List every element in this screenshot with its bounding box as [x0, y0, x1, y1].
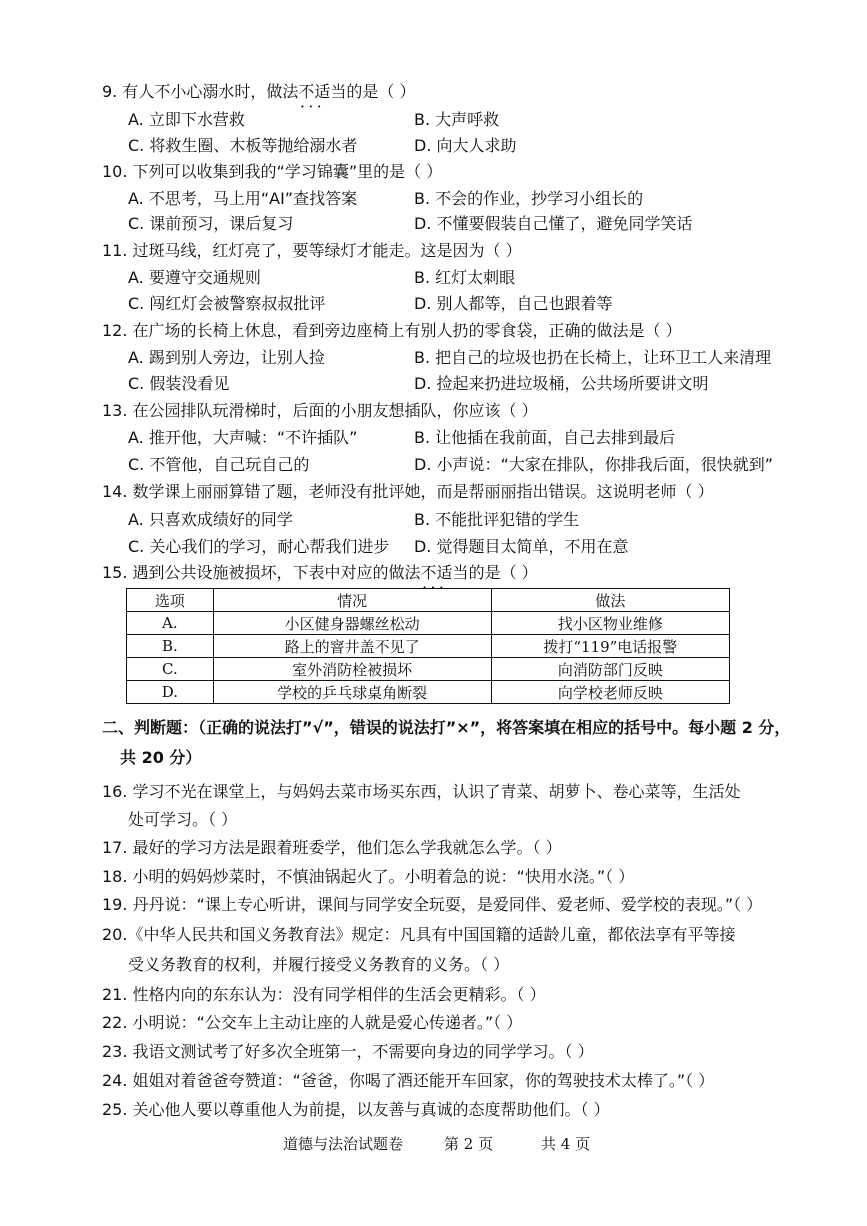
judgment-22: 22. 小明说：“公交车上主动让座的人就是爱心传递者。”（ ） [102, 1013, 523, 1032]
judgment-23: 23. 我语文测试考了好多次全班第一，不需要向身边的同学学习。（ ） [102, 1042, 594, 1061]
judgment-17: 17. 最好的学习方法是跟着班委学，他们怎么学我就怎么学。（ ） [102, 838, 562, 857]
option-b: B. 不会的作业，抄学习小组长的 [414, 189, 644, 208]
question-14-stem: 14. 数学课上丽丽算错了题，老师没有批评她，而是帮丽丽指出错误。这说明老师（ ） [102, 482, 714, 501]
table-cell: 向消防部门反映 [491, 658, 729, 681]
table-row [127, 681, 730, 704]
option-c: C. 将救生圈、木板等抛给溺水者 [128, 136, 358, 155]
judgment-19: 19. 丹丹说：“课上专心听讲，课间与同学安全玩耍，是爱同伴、爱老师、爱学校的表现。”（ ） [102, 895, 763, 914]
question-13-stem: 13. 在公园排队玩滑梯时，后面的小朋友想插队，你应该（ ） [102, 401, 538, 420]
option-c: C. 课前预习，课后复习 [128, 214, 294, 233]
option-c: C. 不管他，自己玩自己的 [128, 455, 310, 474]
section-title: 二、判断题：（正确的说法打”√”，错误的说法打”×”，将答案填在相应的括号中。每小题 2 分， [102, 718, 791, 737]
table-header-row [127, 589, 730, 612]
q15-table [126, 588, 730, 704]
option-b: B. 不能批评犯错的学生 [414, 510, 580, 529]
option-a: A. 不思考，马上用“AI”查找答案 [128, 189, 358, 208]
table-row [127, 612, 730, 635]
table-cell: 找小区物业维修 [491, 612, 729, 635]
table-cell: 拨打“119”电话报警 [491, 635, 729, 658]
judgment-16: 16. 学习不光在课堂上，与妈妈去菜市场买东西，认识了青菜、胡萝卜、卷心菜等，生活处 [102, 782, 741, 801]
judgment-25: 25. 关心他人要以尊重他人为前提，以友善与真诚的态度帮助他们。（ ） [102, 1100, 610, 1119]
option-b: B. 大声呼救 [414, 110, 500, 129]
option-b: B. 让他插在我前面，自己去排到最后 [414, 428, 676, 447]
option-a: A. 只喜欢成绩好的同学 [128, 510, 293, 529]
option-a: A. 立即下水营救 [128, 110, 245, 129]
judgment-20: 20.《中华人民共和国义务教育法》规定：凡具有中国国籍的适龄儿童，都依法享有平等接 [102, 925, 736, 944]
table-cell: 学校的乒乓球桌角断裂 [213, 681, 491, 704]
question-11-stem: 11. 过斑马线，红灯亮了，要等绿灯才能走。这是因为（ ） [102, 241, 522, 260]
table-header: 选项 [127, 589, 214, 612]
table-cell: 室外消防栓被损坏 [213, 658, 491, 681]
table-cell: B. [127, 635, 214, 658]
question-12-stem: 12. 在广场的长椅上休息，看到旁边座椅上有别人扔的零食袋，正确的做法是（ ） [102, 321, 682, 340]
section-title-cont: 共 20 分） [120, 748, 202, 767]
question-9-stem: 9. 有人不小心溺水时，做法不适当 • • •的是（ ） [102, 82, 415, 102]
table-row [127, 658, 730, 681]
option-d: D. 别人都等，自己也跟着等 [414, 294, 613, 313]
option-a: A. 踢到别人旁边，让别人捡 [128, 348, 325, 367]
option-d: D. 捡起来扔进垃圾桶，公共场所要讲文明 [414, 374, 709, 393]
table-header: 做法 [491, 589, 729, 612]
table-cell: C. [127, 658, 214, 681]
judgment-21: 21. 性格内向的东东认为：没有同学相伴的生活会更精彩。（ ） [102, 985, 546, 1004]
table-cell: A. [127, 612, 214, 635]
emphasis-mark-text: 不适当 • • • [421, 563, 469, 582]
footer-page-number: 第 2 页 [444, 1135, 494, 1153]
table-cell: 小区健身器螺丝松动 [213, 612, 491, 635]
table-row [127, 635, 730, 658]
judgment-24: 24. 姐姐对着爸爸夸赞道：“爸爸，你喝了酒还能开车回家，你的驾驶技术太棒了。”（ ） [102, 1071, 715, 1090]
table-cell: 路上的窨井盖不见了 [213, 635, 491, 658]
option-d: D. 向大人求助 [414, 136, 517, 155]
option-b: B. 把自己的垃圾也扔在长椅上，让环卫工人来清理 [414, 348, 772, 367]
option-a: A. 推开他，大声喊：“不许插队” [128, 428, 358, 447]
question-15-stem: 15. 遇到公共设施被损坏，下表中对应的做法不适当 • • •的是（ ） [102, 563, 538, 583]
judgment-16-cont: 处可学习。（ ） [128, 810, 238, 829]
option-b: B. 红灯太刺眼 [414, 268, 516, 287]
table-cell: D. [127, 681, 214, 704]
option-d: D. 小声说：“大家在排队，你排我后面，很快就到” [414, 455, 774, 474]
option-c: C. 假装没看见 [128, 374, 230, 393]
table-cell: 向学校老师反映 [491, 681, 729, 704]
footer-subject: 道德与法治试题卷 [283, 1135, 404, 1153]
judgment-20-cont: 受义务教育的权利，并履行接受义务教育的义务。（ ） [128, 955, 510, 974]
option-c: C. 关心我们的学习，耐心帮我们进步 [128, 537, 390, 556]
judgment-18: 18. 小明的妈妈炒菜时，不慎油锅起火了。小明着急的说：“快用水浇。”（ ） [102, 867, 635, 886]
emphasis-mark-text: 不适当 • • • [298, 82, 346, 101]
question-10-stem: 10. 下列可以收集到我的“学习锦囊”里的是（ ） [102, 162, 443, 181]
option-c: C. 闯红灯会被警察叔叔批评 [128, 294, 326, 313]
option-d: D. 觉得题目太简单，不用在意 [414, 537, 629, 556]
footer-total-pages: 共 4 页 [541, 1135, 591, 1153]
table-header: 情况 [213, 589, 491, 612]
option-d: D. 不懂要假装自己懂了，避免同学笑话 [414, 214, 693, 233]
option-a: A. 要遵守交通规则 [128, 268, 261, 287]
